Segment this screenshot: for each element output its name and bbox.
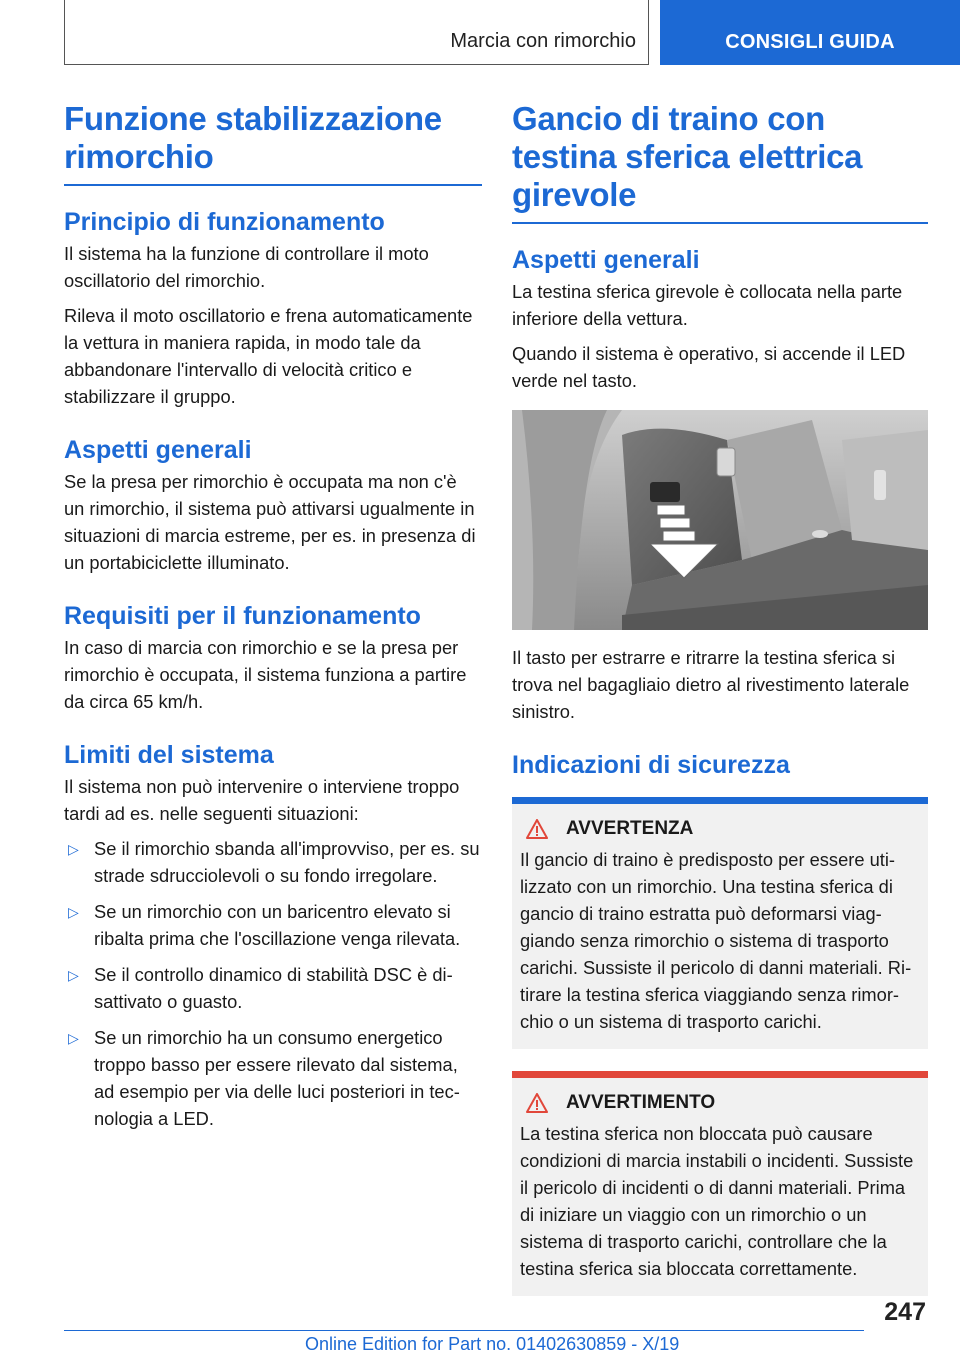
heading-limiti: Limiti del sistema	[64, 741, 274, 769]
right-column	[512, 100, 928, 1296]
header-chapter-tab: CONSIGLI GUIDA	[660, 0, 960, 65]
principio-p1: Il sistema ha la funzione di controllare il moto oscillatorio del rimorchio.	[64, 243, 429, 291]
title-rule	[64, 184, 482, 186]
triangle-bullet-icon: ▷	[68, 1030, 79, 1046]
aspetti-right-p2: Quando il sistema è operativo, si accende il LED verde nel tasto.	[512, 343, 906, 391]
triangle-bullet-icon: ▷	[68, 841, 79, 857]
triangle-bullet-icon: ▷	[68, 904, 79, 920]
header-section-title: Marcia con rimorchio	[450, 30, 636, 52]
header-section-box	[64, 0, 649, 65]
warning-text: Il gancio di traino è predisposto per essere utilizzato con un rimorchio. Una testina sferica di gancio di traino estratta può deformarsi viaggiando senza rimorchio o sistema di trasporto carichi. Sussiste il pericolo di danni materiali. Ritirare la testina sferica viaggiando senza rimorchio o un sistema di trasporto carichi.	[520, 849, 912, 1032]
aspetti-right-p3: Il tasto per estrarre e ritrarre la testina sferica si trova nel bagagliaio dietro al rivestimento laterale sinistro.	[512, 647, 910, 722]
heading-requisiti: Requisiti per il funzionamento	[64, 602, 421, 630]
warning-title: AVVERTIMENTO	[566, 1092, 716, 1113]
warning-triangle-icon	[526, 819, 548, 839]
title-rule	[512, 222, 928, 224]
left-column	[64, 100, 482, 1141]
warning-title: AVVERTENZA	[566, 818, 694, 839]
limiti-list	[64, 835, 482, 1132]
list-item: ▷ Se un rimorchio con un baricentro elevato si ribalta prima che l'oscillazione venga rilevata.	[68, 901, 461, 949]
warning-text: La testina sferica non bloccata può causare condizioni di marcia instabili o incidenti. Sussiste il pericolo di incidenti o di danni materiali. Prima di iniziare un viaggio con un rimorchio o un sistema di trasporto carichi, controllare che la testina sferica sia bloccata correttamente.	[520, 1123, 914, 1279]
heading-sicurezza: Indicazioni di sicurezza	[512, 751, 790, 779]
requisiti-p1: In caso di marcia con rimorchio e se la presa per rimorchio è occupata, il sistema funziona a partire da circa 65 km/h.	[64, 637, 467, 712]
warning-title-row	[526, 1092, 920, 1114]
list-item: ▷ Se il rimorchio sbanda all'improvviso, per es. su strade sdrucciolevoli o su fondo irregolare.	[68, 838, 480, 886]
page-number: 247	[884, 1298, 926, 1326]
warning-box-avvertimento	[512, 1071, 928, 1296]
aspetti-right-p1: La testina sferica girevole è collocata nella parte inferiore della vettura.	[512, 281, 903, 329]
list-item: ▷ Se un rimorchio ha un consumo energetico troppo basso per essere rilevato dal sistema, ad esempio per via delle luci posteriori in tecnologia a LED.	[68, 1027, 460, 1129]
footer-rule	[64, 1330, 864, 1331]
aspetti-left-p1: Se la presa per rimorchio è occupata ma non c'è un rimorchio, il sistema può attivarsi ugualmente in situazioni di marcia estreme, per es. in presenza di un portabiciclette illuminato.	[64, 471, 476, 573]
footer-edition: Online Edition for Part no. 01402630859 - X/19	[305, 1334, 680, 1354]
warning-title-row	[526, 818, 920, 840]
trunk-photo	[512, 410, 928, 630]
left-title: Funzione stabilizzazione rimorchio	[64, 100, 442, 175]
right-title: Gancio di traino con testina sferica elettrica girevole	[512, 100, 863, 213]
heading-aspetti-left: Aspetti generali	[64, 436, 252, 464]
heading-aspetti-right: Aspetti generali	[512, 246, 700, 274]
warning-box-avvertenza	[512, 797, 928, 1049]
heading-principio: Principio di funzionamento	[64, 208, 385, 236]
list-item: ▷ Se il controllo dinamico di stabilità DSC è disattivato o guasto.	[68, 964, 453, 1012]
principio-p2: Rileva il moto oscillatorio e frena automaticamente la vettura in maniera rapida, in modo tale da abbandonare l'intervallo di velocità critico e stabilizzare il gruppo.	[64, 305, 473, 407]
warning-triangle-icon	[526, 1093, 548, 1113]
limiti-p1: Il sistema non può intervenire o interviene troppo tardi ad es. nelle seguenti situazioni:	[64, 776, 460, 824]
triangle-bullet-icon: ▷	[68, 967, 79, 983]
